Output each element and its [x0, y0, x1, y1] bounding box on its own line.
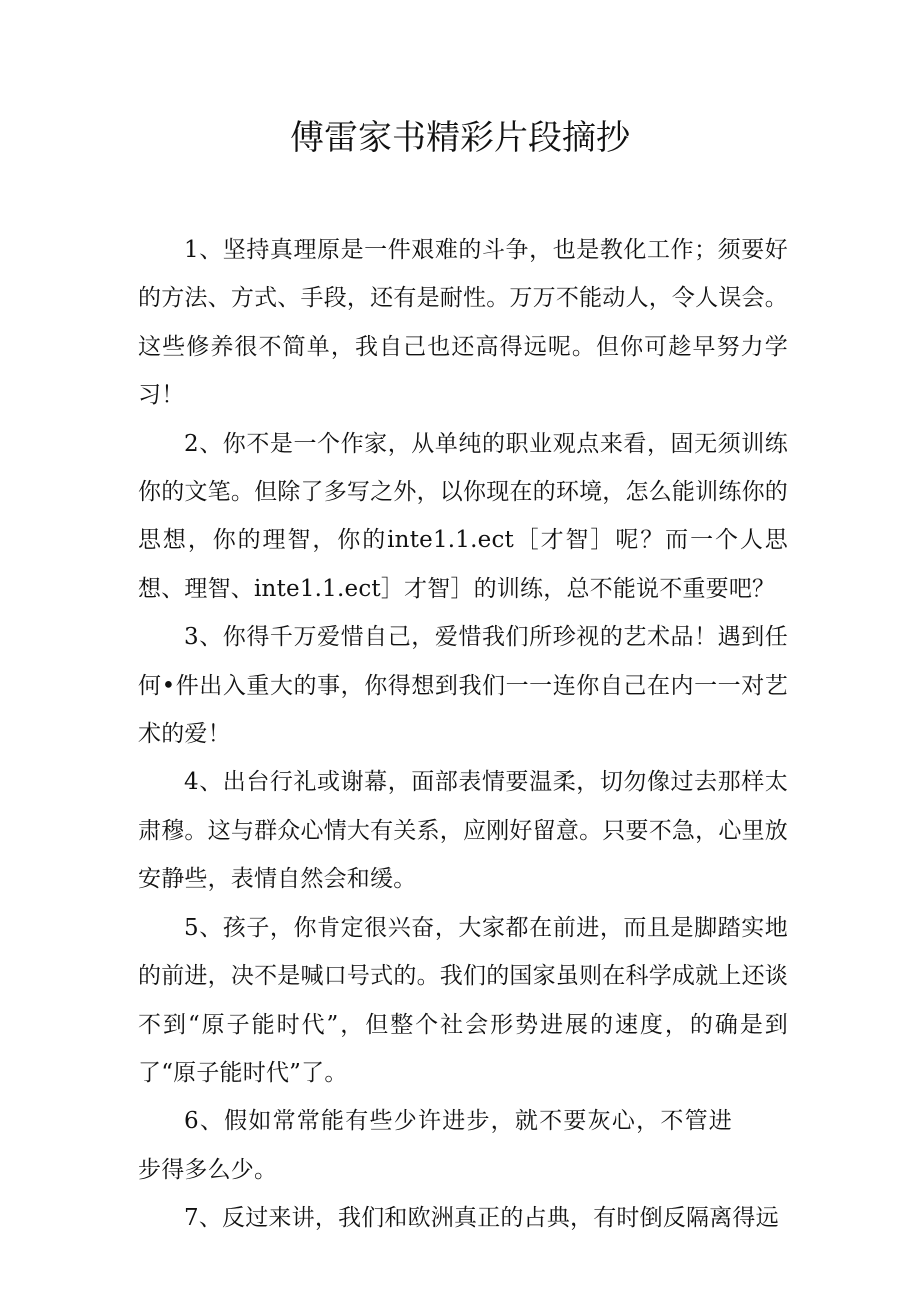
paragraph-1: 1、坚持真理原是一件艰难的斗争，也是教化工作；须要好的方法、方式、手段，还有是耐性。万万不能动人，令人误会。这些修养很不简单，我自己也还高得远呢。但你可趁早努力学习！	[138, 237, 788, 409]
paragraph-2: 2、你不是一个作家，从单纯的职业观点来看，固无须训练你的文笔。但除了多写之外，以你现在的环境，怎么能训练你的思想，你的理智，你的inte1.1.ect［才智］呢？而一个人思想、理智、inte1.1.ect］才智］的训练，总不能说不重要吧？	[138, 430, 788, 602]
paragraph-7: 7、反过来讲，我们和欧洲真正的占典，有时倒反隔离得远	[184, 1205, 779, 1232]
paragraph-5: 5、孩子，你肯定很兴奋，大家都在前进，而且是脚踏实地的前进，决不是喊口号式的。我们的国家虽则在科学成就上还谈不到“原子能时代”，但整个社会形势进展的速度，的确是到了“原子能时代”了。	[138, 914, 788, 1086]
paragraph-6: 6、假如常常能有些少许进步，就不要灰心，不管进步得多么少。	[138, 1108, 732, 1183]
paragraph-4: 4、出台行礼或谢幕，面部表情要温柔，切勿像过去那样太肃穆。这与群众心情大有关系，应刚好留意。只要不急，心里放安静些，表情自然会和缓。	[138, 769, 788, 893]
document-body	[138, 226, 788, 1243]
paragraph-3: 3、你得千万爱惜自己，爱惜我们所珍视的艺术品！遇到任何•件出入重大的事，你得想到我们一一连你自己在内一一对艺术的爱！	[138, 624, 788, 748]
document-title: 傅雷家书精彩片段摘抄	[290, 118, 630, 158]
